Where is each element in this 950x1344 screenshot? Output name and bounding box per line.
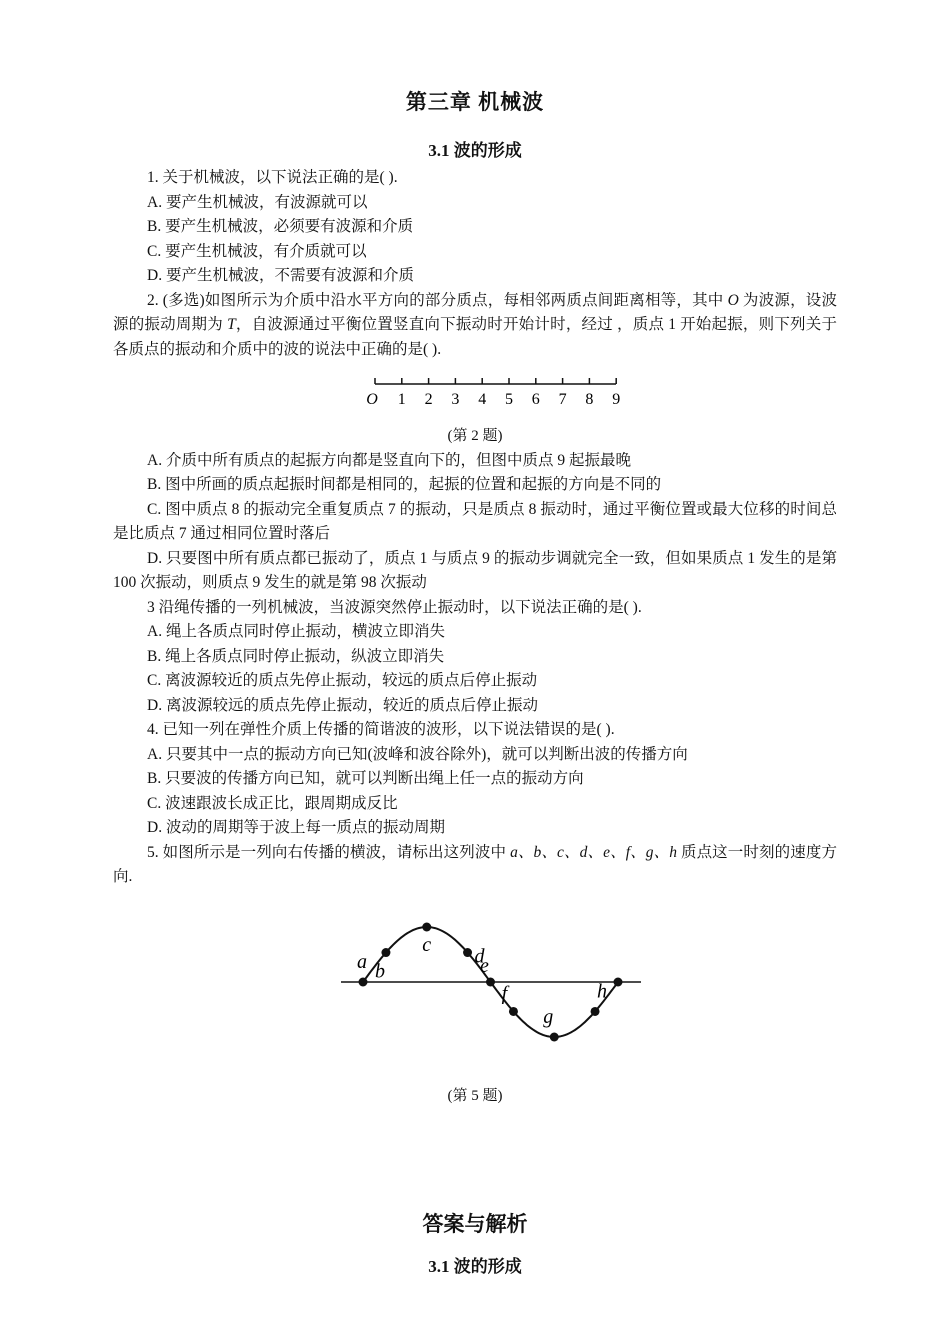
q1-option-a: A. 要产生机械波，有波源就可以 [147,193,368,211]
axis-label: 7 [558,391,567,408]
q1-option-b: B. 要产生机械波，必须要有波源和介质 [147,218,414,235]
wave-point-g [550,1032,559,1041]
q4-option-a: A. 只要其中一点的振动方向已知(波峰和波谷除外)，就可以判断出波的传播方向 [147,745,688,763]
axis-label: 6 [531,391,540,408]
q2-option-c: C. 图中质点 8 的振动完全重复质点 7 的振动，只是质点 8 振动时，通过平衡位置或最大位移的时间总是比质点 7 通过相同位置时落后 [113,500,837,542]
wave-point-a [359,977,368,986]
section-title: 3.1 波的形成 [428,141,522,160]
transverse-wave-diagram [113,900,837,1080]
q1-option-c: C. 要产生机械波，有介质就可以 [147,242,367,260]
axis-label: 1 [397,391,406,408]
answers-title: 答案与解析 [422,1212,528,1236]
axis-label: O [366,391,378,408]
q5-figure [113,900,837,1080]
wave-label-e: e [480,954,489,977]
q3-stem: 3 沿绳传播的一列机械波，当波源突然停止振动时，以下说法正确的是( ). [147,598,642,616]
q2-option-a: A. 介质中所有质点的起振方向都是竖直向下的，但图中质点 9 起振最晚 [147,451,631,469]
q4-stem: 4. 已知一列在弹性介质上传播的简谐波的波形，以下说法错误的是( ). [147,721,615,738]
q4-option-c: C. 波速跟波长成正比，跟周期成反比 [147,794,398,812]
q2-option-d: D. 只要图中所有质点都已振动了，质点 1 与质点 9 的振动步调就完全一致，但如果质点 1 发生的是第 100 次振动，则质点 9 发生的就是第 98 次振动 [113,549,837,591]
axis-label: 8 [585,391,594,408]
q3-option-d: D. 离波源较远的质点先停止振动，较近的质点后停止振动 [147,696,538,714]
wave-point-c [422,922,431,931]
wave-label-f: f [501,981,508,1004]
q2-stem: 2. (多选)如图所示为介质中沿水平方向的部分质点，每相邻两质点间距离相等，其中 O 为波源，设波源的振动周期为 T，自波源通过平衡位置竖直向下振动时开始计时，经过 ，质点 1 开始起振，则下列关于各质点的振动和介质中的波的说法中正确的是( ). [113,291,837,358]
q2-figure [113,374,837,424]
q2-option-b: B. 图中所画的质点起振时间都是相同的，起振的位置和起振的方向是不同的 [147,476,662,493]
q3-option-b: B. 绳上各质点同时停止振动，纵波立即消失 [147,647,445,665]
q2-caption: (第 2 题) [447,428,503,444]
q5-stem: 5. 如图所示是一列向右传播的横波，请标出这列波中 a、b、c、d、e、f、g、h 质点这一时刻的速度方向. [113,843,837,885]
question-content [113,166,837,1108]
particle-axis-diagram [113,374,837,424]
wave-point-f [509,1006,518,1015]
chapter-title: 第三章 机械波 [405,90,545,114]
wave-point-h [591,1006,600,1015]
q3-option-c: C. 离波源较近的质点先停止振动，较远的质点后停止振动 [147,672,538,689]
wave-point-d [463,948,472,957]
wave-end-point [614,977,623,986]
axis-label: 3 [451,391,460,408]
q1-option-d: D. 要产生机械波，不需要有波源和介质 [147,267,414,284]
wave-label-b: b [374,960,385,983]
wave-label-a: a [357,950,367,973]
wave-point-e [486,977,495,986]
q4-option-d: D. 波动的周期等于波上每一质点的振动周期 [147,819,445,836]
wave-label-h: h [597,979,608,1002]
q5-caption: (第 5 题) [447,1087,503,1104]
q1-stem: 1. 关于机械波，以下说法正确的是( ). [147,169,398,186]
wave-label-d: d [474,945,485,968]
wave-point-b [381,948,390,957]
axis-label: 5 [505,391,513,408]
answers-section-title: 3.1 波的形成 [428,1257,522,1276]
q3-option-a: A. 绳上各质点同时停止振动，横波立即消失 [147,623,445,640]
wave-label-g: g [543,1005,554,1028]
wave-label-c: c [422,933,432,956]
axis-label: 9 [612,391,621,408]
axis-label: 2 [424,391,433,408]
q4-option-b: B. 只要波的传播方向已知，就可以判断出绳上任一点的振动方向 [147,770,584,787]
axis-label: 4 [478,391,487,408]
